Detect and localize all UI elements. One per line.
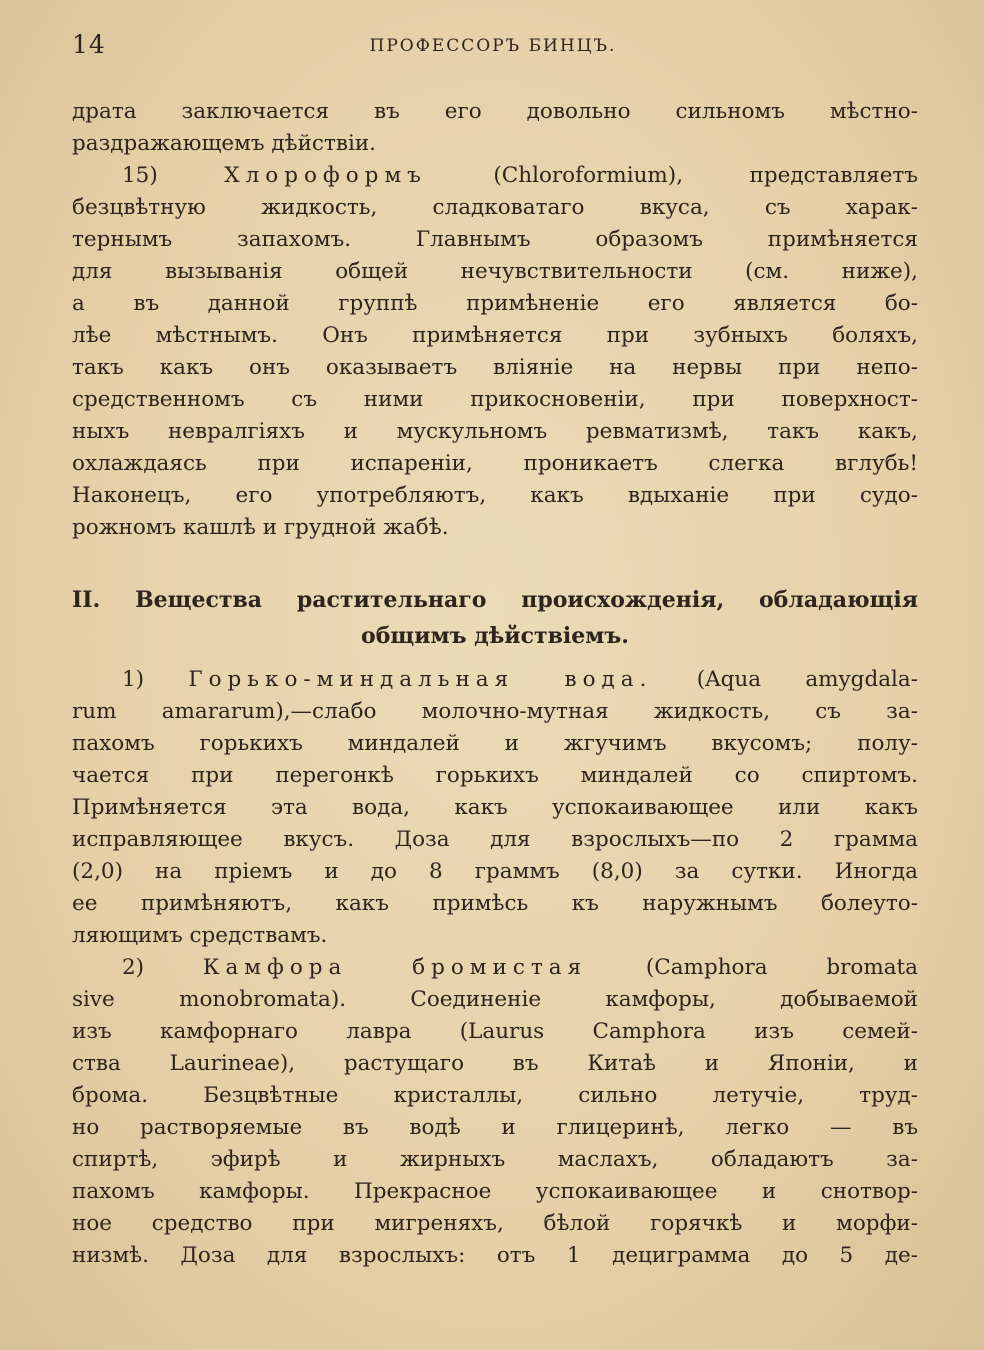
text-line: Наконецъ, его употребляютъ, какъ вдыханіе при судо-: [72, 483, 918, 508]
running-title: ПРОФЕССОРЪ БИНЦЪ.: [369, 36, 617, 56]
text-line: чается при перегонкѣ горькихъ миндалей со спиртомъ.: [72, 763, 918, 788]
text-line: брома. Безцвѣтные кристаллы, сильно летучіе, труд-: [72, 1083, 918, 1108]
text-line: ляющимъ средствамъ.: [72, 923, 328, 948]
text-line: низмѣ. Доза для взрослыхъ: отъ 1 дециграмма до 5 де-: [72, 1243, 918, 1268]
paragraph-start-bitter-almond-water: [72, 664, 918, 696]
text-line: rum amararum),—слабо молочно-мутная жидкость, съ за-: [72, 699, 918, 724]
paragraph-start-chloroform: [72, 160, 918, 192]
text-line: Примѣняется эта вода, какъ успокаивающее или какъ: [72, 795, 918, 820]
text-line: пахомъ камфоры. Прекрасное успокаивающее и снотвор-: [72, 1179, 918, 1204]
text-run: (Chloroformium), представляетъ: [426, 163, 918, 188]
text-line: спиртѣ, эфирѣ и жирныхъ маслахъ, обладаютъ за-: [72, 1147, 918, 1172]
item-number: 15): [122, 163, 225, 188]
text-line: а въ данной группѣ примѣненіе его является бо-: [72, 291, 918, 316]
text-line: ства Laurineae), растущаго въ Китаѣ и Японіи, и: [72, 1051, 918, 1076]
text-line: изъ камфорнаго лавра (Laurus Camphora изъ семей-: [72, 1019, 918, 1044]
text-run: (Camphora bromata: [587, 955, 918, 980]
term-chloroform: Хлороформъ: [224, 163, 427, 188]
text-line: пахомъ горькихъ миндалей и жгучимъ вкусомъ; полу-: [72, 731, 918, 756]
paragraph-start-camphor-bromide: [72, 952, 918, 984]
text-line: такъ какъ онъ оказываетъ вліяніе на нервы при непо-: [72, 355, 918, 380]
term-camphor-bromide: Камфора бромистая: [202, 955, 588, 980]
text-line: ное средство при мигреняхъ, бѣлой горячкѣ и морфи-: [72, 1211, 918, 1236]
page-number: 14: [72, 30, 106, 59]
text-line: рожномъ кашлѣ и грудной жабѣ.: [72, 515, 449, 540]
page-body: [72, 96, 918, 1272]
text-line: для вызыванія общей нечувствительности (см. ниже),: [72, 259, 918, 284]
text-line: тернымъ запахомъ. Главнымъ образомъ примѣняется: [72, 227, 918, 252]
text-line: исправляющее вкусъ. Доза для взрослыхъ—по 2 грамма: [72, 827, 918, 852]
text-line: но растворяемые въ водѣ и глицеринѣ, легко — въ: [72, 1115, 918, 1140]
item-number: 1): [122, 667, 189, 692]
text-line: (2,0) на пріемъ и до 8 граммъ (8,0) за сутки. Иногда: [72, 859, 918, 884]
text-line: ее примѣняютъ, какъ примѣсь къ наружнымъ болеуто-: [72, 891, 918, 916]
text-run: (Aqua amygdala-: [652, 667, 918, 692]
text-line: охлаждаясь при испареніи, проникаетъ слегка вглубь!: [72, 451, 918, 476]
text-line: ныхъ невралгіяхъ и мускульномъ ревматизмѣ, такъ какъ,: [72, 419, 918, 444]
page-header: [72, 30, 914, 64]
section-heading-continued: общимъ дѣйствіемъ.: [361, 623, 629, 649]
text-line: драта заключается въ его довольно сильномъ мѣстно-: [72, 99, 918, 124]
section-heading: II. Вещества растительнаго происхожденія, обладающія: [72, 587, 918, 613]
text-line: безцвѣтную жидкость, сладковатаго вкуса, съ харак-: [72, 195, 918, 220]
text-line: лѣе мѣстнымъ. Онъ примѣняется при зубныхъ боляхъ,: [72, 323, 918, 348]
term-bitter-almond-water: Горько-миндальная вода.: [188, 667, 653, 692]
text-line: раздражающемъ дѣйствіи.: [72, 131, 377, 156]
text-line: средственномъ съ ними прикосновеніи, при поверхност-: [72, 387, 918, 412]
item-number: 2): [122, 955, 203, 980]
text-line: sive monobromata). Соединеніе камфоры, добываемой: [72, 987, 918, 1012]
